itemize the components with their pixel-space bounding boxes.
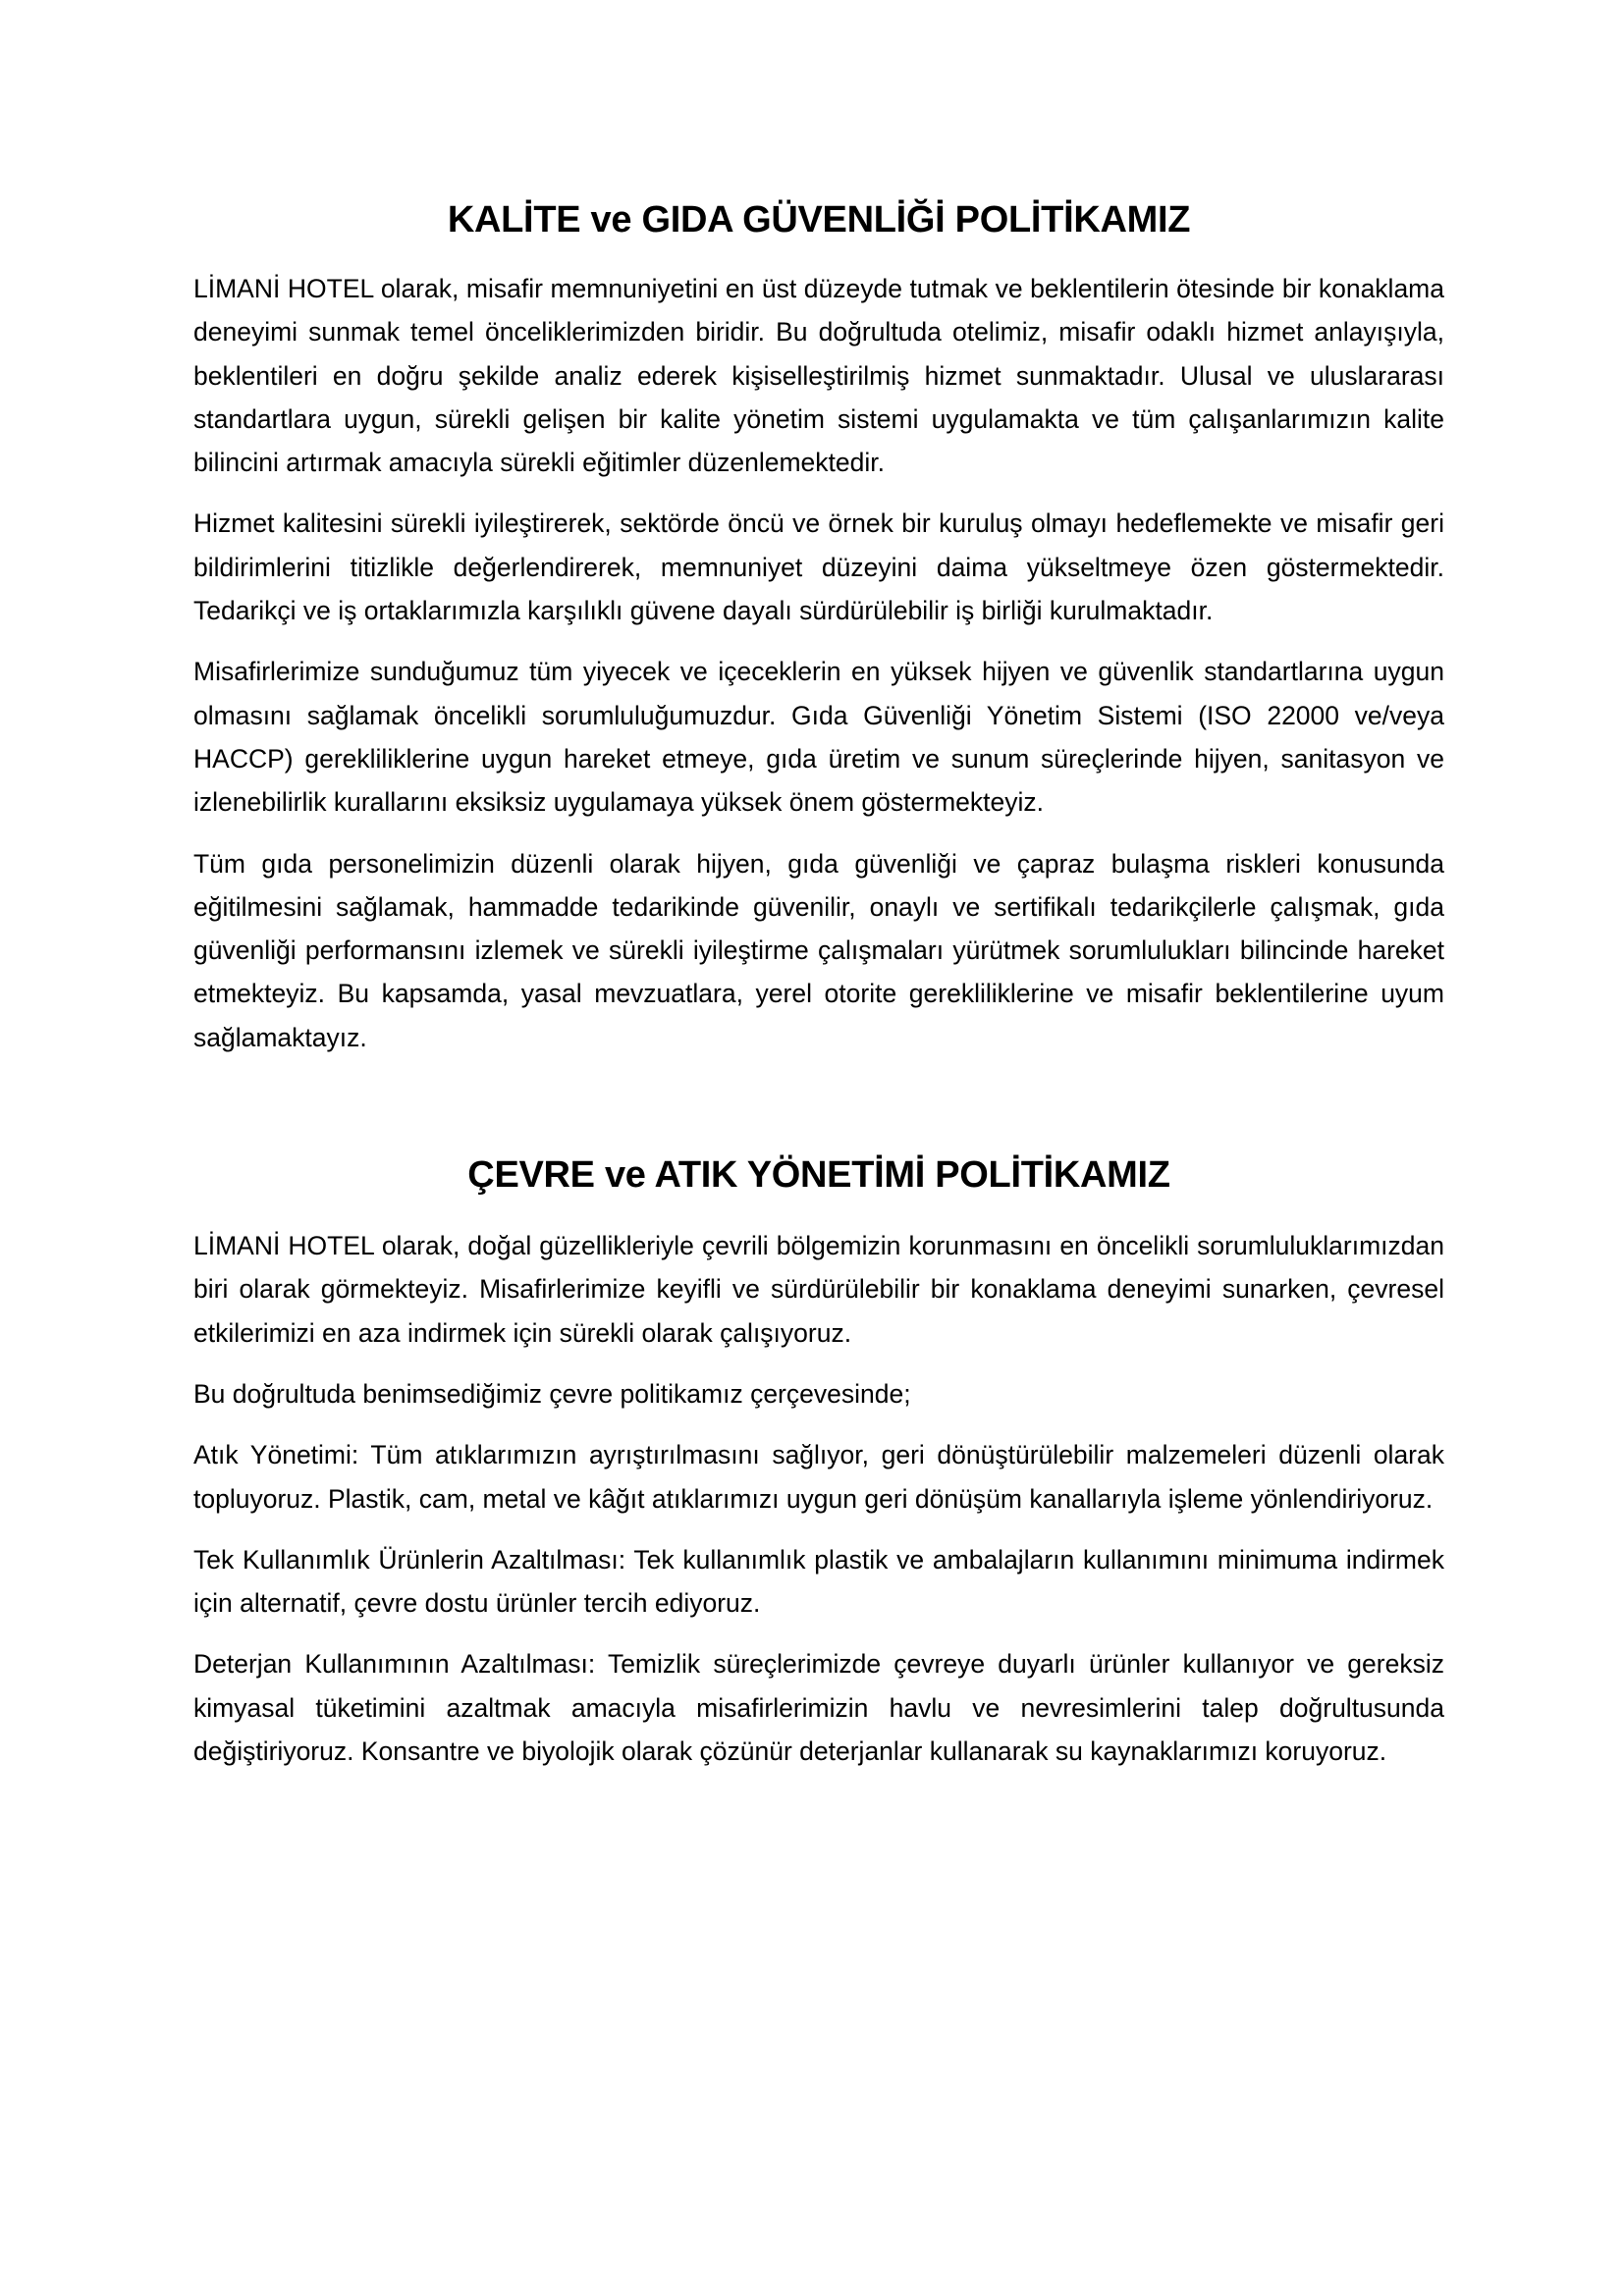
single-use-reduction-paragraph: Tek Kullanımlık Ürünlerin Azaltılması: Tek kullanımlık plastik ve ambalajların kullanımını minimuma indirmek için alternatif, çevre dostu ürünler tercih ediyoruz. <box>193 1544 1444 1619</box>
quality-food-safety-policy-title: KALİTE ve GIDA GÜVENLİĞİ POLİTİKAMIZ <box>447 199 1191 240</box>
environment-waste-policy-title: ÇEVRE ve ATIK YÖNETİMİ POLİTİKAMIZ <box>467 1154 1170 1197</box>
environment-paragraph-2: Bu doğrultuda benimsediğimiz çevre politikamız çerçevesinde; <box>193 1378 911 1409</box>
quality-paragraph-4: Tüm gıda personelimizin düzenli olarak hijyen, gıda güvenliği ve çapraz bulaşma riskleri konusunda eğitilmesini sağlamak, hammadde tedarikinde güvenilir, onaylı ve sertifikalı tedarikçilerle çalışmak, gıda güvenliği performansını izlemek ve sürekli iyileştirme çalışmaları yürütmek sorumlulukları bilincinde hareket etmekteyiz. Bu kapsamda, yasal mevzuatlara, yerel otorite gerekliliklerine ve misafir beklentilerine uyum sağlamaktayız. <box>193 848 1444 1052</box>
detergent-reduction-paragraph: Deterjan Kullanımının Azaltılması: Temizlik süreçlerimizde çevreye duyarlı ürünler kullanıyor ve gereksiz kimyasal tüketimini azaltmak amacıyla misafirlerimizin havlu ve nevresimlerini talep doğrultusunda değiştiriyoruz. Konsantre ve biyolojik olarak çözünür deterjanlar kullanarak su kaynaklarımızı koruyoruz. <box>193 1649 1444 1767</box>
quality-paragraph-3: Misafirlerimize sunduğumuz tüm yiyecek ve içeceklerin en yüksek hijyen ve güvenlik standartlarına uygun olmasını sağlamak öncelikli sorumluluğumuzdur. Gıda Güvenliği Yönetim Sistemi (ISO 22000 ve/veya HACCP) gerekliliklerine uygun hareket etmeye, gıda üretim ve sunum süreçlerinde hijyen, sanitasyon ve izlenebilirlik kurallarını eksiksiz uygulamaya yüksek önem göstermekteyiz. <box>193 657 1444 818</box>
waste-management-paragraph: Atık Yönetimi: Tüm atıklarımızın ayrıştırılmasını sağlıyor, geri dönüştürülebilir malzemeleri düzenli olarak topluyoruz. Plastik, cam, metal ve kâğıt atıklarımızı uygun geri dönüşüm kanallarıyla işleme yönlendiriyoruz. <box>193 1440 1444 1514</box>
quality-paragraph-2: Hizmet kalitesini sürekli iyileştirerek, sektörde öncü ve örnek bir kuruluş olmayı hedeflemekte ve misafir geri bildirimlerini titizlikle değerlendirerek, memnuniyet düzeyini daima yükseltmeye özen göstermektedir. Tedarikçi ve iş ortaklarımızla karşılıklı güvene dayalı sürdürülebilir iş birliği kurulmaktadır. <box>193 508 1444 626</box>
quality-paragraph-1: LİMANİ HOTEL olarak, misafir memnuniyetini en üst düzeyde tutmak ve beklentilerin ötesinde bir konaklama deneyimi sunmak temel önceliklerimizden biridir. Bu doğrultuda otelimiz, misafir odaklı hizmet anlayışıyla, beklentileri en doğru şekilde analiz ederek kişiselleştirilmiş hizmet sunmaktadır. Ulusal ve uluslararası standartlara uygun, sürekli gelişen bir kalite yönetim sistemi uygulamakta ve tüm çalışanlarımızın kalite bilincini artırmak amacıyla sürekli eğitimler düzenlemektedir. <box>193 274 1444 478</box>
environment-paragraph-1: LİMANİ HOTEL olarak, doğal güzellikleriyle çevrili bölgemizin korunmasını en öncelikli sorumluluklarımızdan biri olarak görmekteyiz. Misafirlerimize keyifli ve sürdürülebilir bir konaklama deneyimi sunarken, çevresel etkilerimizi en aza indirmek için sürekli olarak çalışıyoruz. <box>193 1231 1444 1348</box>
